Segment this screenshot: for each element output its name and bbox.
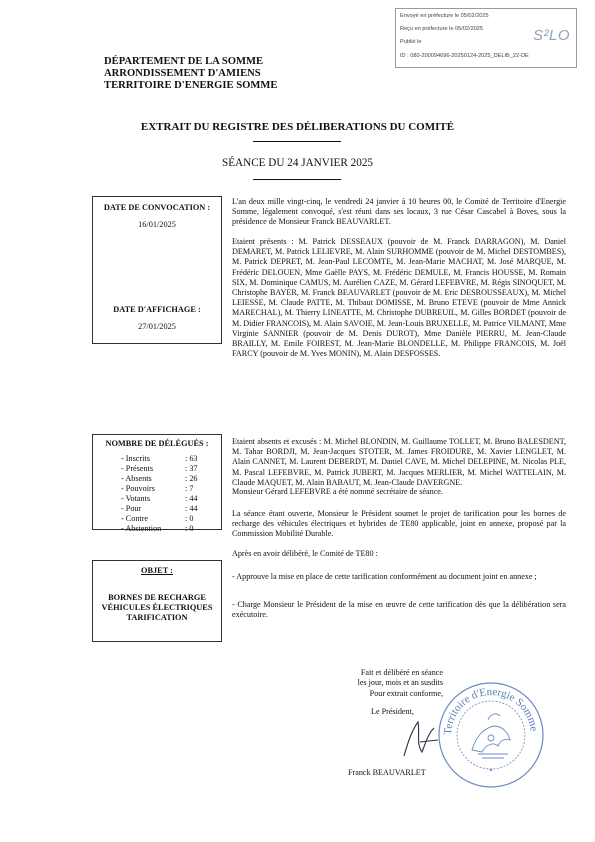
stat-value: : 44 [185, 494, 198, 503]
delegates-label: NOMBRE DE DÉLÉGUÉS : [105, 439, 209, 448]
signature-line-2: les jour, mois et an susdits [357, 678, 443, 688]
stat-value: : 7 [185, 484, 194, 493]
signature-block [300, 668, 443, 699]
stat-row [93, 514, 221, 524]
apres-paragraph [232, 549, 566, 559]
stat-label: - Contre [121, 514, 149, 523]
stat-row [93, 454, 221, 464]
slo-logo: S²LO [532, 27, 570, 44]
presents-paragraph [232, 237, 566, 359]
objet-line-3: TARIFICATION [126, 613, 188, 622]
stat-row [93, 474, 221, 484]
president-label: Le Président, [371, 707, 414, 716]
absents-paragraph [232, 437, 566, 488]
delegates-box [92, 434, 222, 533]
intro-text: L'an deux mille vingt-cinq, le vendredi 24 janvier à 10 heures 00, le Comité de Territoire d'Energie Somme, légalement convoqué, s'est réuni dans ses locaux, 3 rue César Cascabel à Boves, sous la présidence de Monsieur Franck BEAUVARLET. [232, 197, 566, 227]
stat-label: - Abstention [121, 524, 162, 533]
stat-row [93, 484, 221, 494]
seance-date: SÉANCE DU 24 JANVIER 2025 [221, 157, 374, 169]
stat-label: - Présents [121, 464, 154, 473]
presents-text: Etaient présents : M. Patrick DESSEAUX (pouvoir de M. Franck DARRAGON), M. Daniel DEMARET, M. Patrick LELIEVRE, M. Alain SURHOMME (pouvoir de M. Michel DESTOMBES), M. Patrick DEPRET, M. Jean-Paul LECOMTE, M. Jean-Marie MACHAT, M. José MARQUE, M. Frédéric DELOUEN, Mme Gaëlle PAYS, M. Frédéric DEMULE, M. Francis HOUSSE, M. Romain SIX, M. Dominique CAMUS, M. Aurélien CAZE, M. Gérard LEFEBVRE, M. Régis SINOQUET, M. Christophe BAYER, M. Franck BEAUVARLET (pouvoir de M. Eric DESROUSSEAUX), M. Michel LEIESSE, M. Claude PATTE, M. Thibaut DOMISSE, M. Bruno ETEVE (pouvoir de Mme Annick MARECHAL), M. Thierry LINEATTE, M. Christophe DUBREUIL, M. Gilles BORDET (pouvoir de M. Didier FRANCOIS), M. Alain SAVOIE, M. Jean-Louis BRUXELLE, M. Patrice VILMANT, Mme Virginie SANNIER (pouvoir de M. Denis DUROT), Mme Danièle PIERRU, M. Jean-Claude BRAILLY, M. Emile FOIREST, M. Jean-Marie BLONDELLE, M. Philippe FRANCOIS, M. Joël FARCY (pouvoir de M. Yves MONIN), M. Alain DESFOSSES. [232, 237, 567, 359]
stat-value: : 0 [185, 524, 194, 533]
apres-text: Après en avoir délibéré, le Comité de TE80 : [232, 549, 378, 558]
absents-text: Etaient absents et excusés : M. Michel BLONDIN, M. Guillaume TOLLET, M. Bruno BALESDENT, M. Tahar BORDJI, M. Jean-Jacques STOTER, M. James FROIDURE, M. Xavier LENGLET, M. Alain CANNET, M. Laurent DEBERDT, M. Daniel CAVE, M. Michel DELEPINE, M. Nicolas PLE, M. Pascal LEFEBVRE, M. Patrick JUBERT, M. Jacques MERLIER, M. Michel WATTELAIN, M. Claude MAQUET, M. Alain BABAUT, M. Jean-Claude DAVERGNE. [232, 437, 566, 487]
secretaire-paragraph [232, 487, 566, 497]
stat-label: - Pour [121, 504, 142, 513]
stat-value: : 44 [185, 504, 198, 513]
stat-row [93, 524, 221, 534]
stat-value: : 26 [185, 474, 198, 483]
department-name: DÉPARTEMENT DE LA SOMME [104, 56, 264, 67]
seal-mark: ✦ [488, 768, 494, 774]
title-divider [253, 141, 341, 142]
convocation-date: 16/01/2025 [138, 220, 176, 229]
stat-row [93, 494, 221, 504]
point-1-text: - Approuve la mise en place de cette tarification conformément au document joint en annexe ; [232, 572, 537, 581]
secretaire-text: Monsieur Gérard LEFEBVRE a été nommé secrétaire de séance. [232, 487, 443, 496]
stamp-id: ID : 080-200094696-20250124-2025_DELIB_22-DE [400, 53, 529, 59]
territoire-name: TERRITOIRE D'ENERGIE SOMME [104, 80, 278, 91]
objet-label: OBJET : [141, 566, 173, 575]
stat-value: : 63 [185, 454, 198, 463]
department-header [104, 56, 277, 92]
official-seal [436, 680, 546, 790]
point-2-text: - Charge Monsieur le Président de la mise en œuvre de cette tarification dès que la délibération sera exécutoire. [232, 600, 566, 620]
signature-line-3: Pour extrait conforme, [369, 688, 443, 698]
convocation-label: DATE DE CONVOCATION : [103, 203, 211, 212]
stamp-sent: Envoyé en préfecture le 05/02/2025 [400, 13, 489, 19]
stamp-published: Publié le [400, 39, 422, 45]
document-title: EXTRAIT DU REGISTRE DES DÉLIBERATIONS DU COMITÉ [140, 121, 455, 133]
objet-line-2: VÉHICULES ÉLECTRIQUES [101, 603, 213, 612]
objet-box [92, 560, 222, 642]
signature-line-1: Fait et délibéré en séance [360, 668, 443, 677]
stat-label: - Pouvoirs [121, 484, 155, 493]
stat-row [93, 504, 221, 514]
president-name: Franck BEAUVARLET [348, 768, 426, 777]
stat-label: - Absents [121, 474, 152, 483]
arrondissement-name: ARRONDISSEMENT D'AMIENS [104, 68, 261, 79]
seance-paragraph [232, 509, 566, 540]
delegates-stats [93, 454, 221, 534]
affichage-date: 27/01/2025 [138, 322, 176, 331]
stat-row [93, 464, 221, 474]
stat-value: : 0 [185, 514, 194, 523]
seance-divider [253, 179, 341, 180]
objet-line-1: BORNES DE RECHARGE [108, 593, 206, 602]
stamp-received: Reçu en préfecture le 05/02/2025 [400, 26, 484, 32]
seal-text: Territoire d'Energie Somme [441, 685, 540, 736]
seance-text: La séance étant ouverte, Monsieur le Président soumet le projet de tarification pour les bornes de recharge des véhicules électriques et hybrides de TE80 applicable, joint en annexe, proposé par la Commission Mobilité Durable. [232, 509, 566, 539]
stat-label: - Inscrits [121, 454, 150, 463]
stat-label: - Votants [121, 494, 151, 503]
intro-paragraph [232, 197, 566, 228]
decision-point-1 [232, 572, 566, 582]
decision-point-2 [232, 600, 566, 620]
prefecture-stamp [395, 8, 577, 68]
stat-value: : 37 [185, 464, 198, 473]
affichage-label: DATE D'AFFICHAGE : [113, 305, 201, 314]
dates-box [92, 196, 222, 344]
